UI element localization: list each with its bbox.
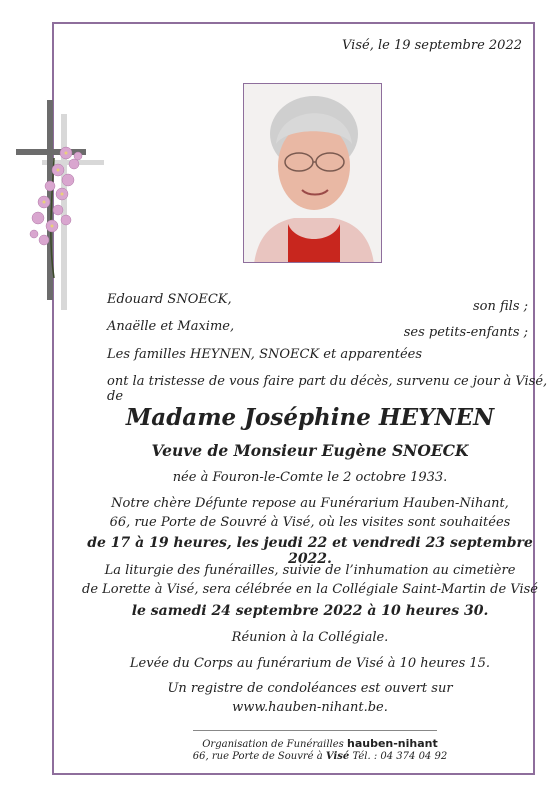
portrait-photo bbox=[243, 83, 382, 263]
footer-street: 66, rue Porte de Souvré à bbox=[192, 751, 323, 762]
announcement-date: Visé, le 19 septembre 2022 bbox=[342, 38, 522, 53]
deceased-widow: Veuve de Monsieur Eugène SNOECK bbox=[151, 441, 469, 460]
footer-phone: Tél. : 04 374 04 92 bbox=[352, 751, 448, 762]
portrait-silhouette-icon bbox=[244, 84, 382, 263]
liturgy-line-2: de Lorette à Visé, sera célébrée en la Collégiale Saint-Martin de Visé bbox=[82, 582, 538, 597]
registry-website-link[interactable]: www.hauben-nihant.be. bbox=[232, 700, 388, 715]
liturgy-line-3: le samedi 24 septembre 2022 à 10 heures 30. bbox=[131, 603, 489, 619]
family-line-grandchildren-name: Anaëlle et Maxime, bbox=[107, 319, 235, 334]
footer-address bbox=[140, 751, 500, 762]
family-line-announcement: ont la tristesse de vous faire part du décès, survenu ce jour à Visé, de bbox=[107, 374, 548, 404]
visits-line-1: Notre chère Défunte repose au Funérarium Hauben-Nihant, bbox=[111, 496, 509, 511]
family-line-son-name: Edouard SNOECK, bbox=[107, 292, 232, 307]
family-line-families: Les familles HEYNEN, SNOECK et apparentées bbox=[107, 347, 423, 362]
visits-line-2: 66, rue Porte de Souvré à Visé, où les visites sont souhaitées bbox=[109, 515, 511, 530]
liturgy-line-1: La liturgie des funérailles, suivie de l’inhumation au cimetière bbox=[104, 563, 516, 578]
footer-city: Visé bbox=[325, 751, 350, 762]
footer-brand: hauben-nihant bbox=[346, 737, 438, 750]
footer-organisation bbox=[140, 737, 500, 750]
registry-line-1: Un registre de condoléances est ouvert sur bbox=[167, 681, 453, 696]
deceased-birth: née à Fouron-le-Comte le 2 octobre 1933. bbox=[172, 470, 448, 485]
meeting-info: Réunion à la Collégiale. bbox=[231, 630, 389, 645]
deceased-name: Madame Joséphine HEYNEN bbox=[125, 404, 495, 431]
footer-org-label: Organisation de Funérailles bbox=[202, 739, 344, 750]
visits-line-3: de 17 à 19 heures, les jeudi 22 et vendredi 23 septembre 2022. bbox=[87, 535, 533, 567]
family-line-grandchildren-role: ses petits-enfants ; bbox=[403, 325, 528, 340]
footer-divider bbox=[193, 730, 437, 731]
cross-with-orchids-icon bbox=[14, 98, 106, 312]
family-line-son-role: son fils ; bbox=[472, 299, 528, 314]
levee-info: Levée du Corps au funérarium de Visé à 10 heures 15. bbox=[129, 656, 491, 671]
